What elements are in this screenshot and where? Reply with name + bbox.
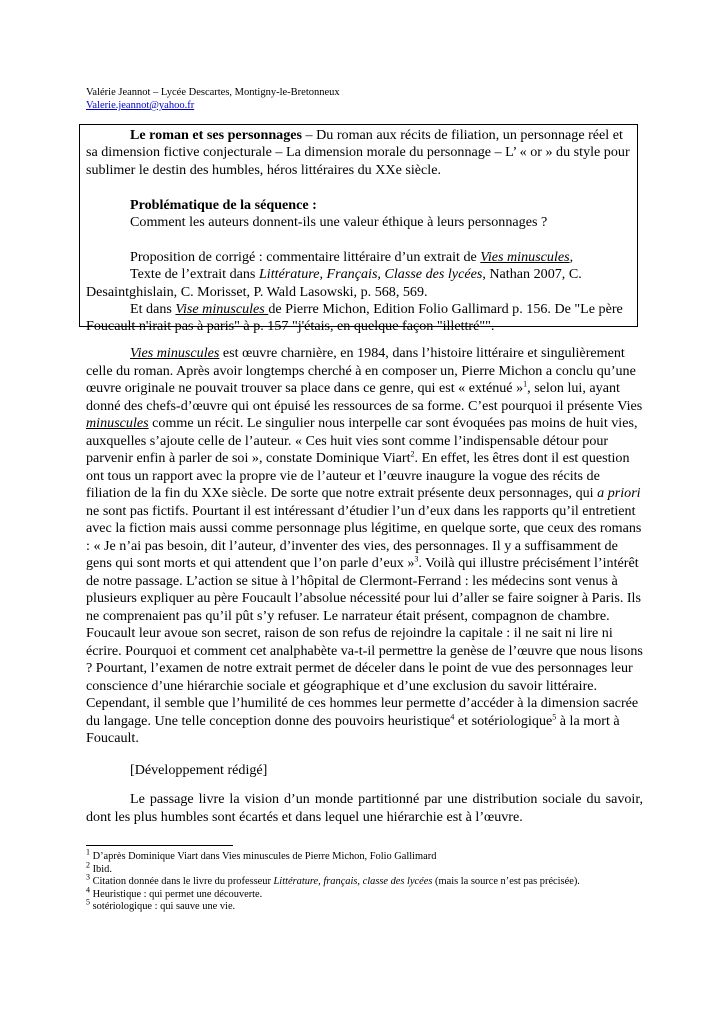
texte-source-line: Texte de l’extrait dans Littérature, Français, Classe des lycées, Nathan 2007, C. Desaintghislain, C. Morisset, P. Wald Lasowski, p. 568, 569. [86, 266, 582, 300]
book-title-2: Vise minuscules [175, 301, 269, 318]
textbook-title: Littérature, Français, Classe des lycées [258, 266, 483, 283]
author-line: Valérie Jeannot – Lycée Descartes, Montigny-le-Bretonneux [86, 87, 340, 98]
footnote-5: $^5$ sotériologique : qui sauve une vie. [86, 897, 236, 913]
footnote-3: $^3$ Citation donnée dans le livre du professeur Littérature, français, classe des lycées (mais la source n’est pas précisée). [86, 872, 580, 888]
footnote-1: $^1$ D’après Dominique Viart dans Vies minuscules de Pierre Michon, Folio Gallimard [86, 847, 437, 862]
email-link[interactable]: Valerie.jeannot@yahoo.fr [86, 100, 195, 111]
footnote-ref-4: 4 [450, 711, 455, 721]
footnotes [86, 847, 636, 914]
footnote-2: $^2$ Ibid. [86, 860, 112, 875]
sequence-title-bold: Le roman et ses personnages [130, 127, 302, 143]
introduction-paragraph: Vies minuscules est œuvre charnière, en 1984, dans l’histoire littéraire et singulièrement celle du roman. Après avoir longtemps cherché à en composer un, Pierre Michon a conclu qu’une œuvre originale ne pouvait trouver sa place dans ce genre, qui est « exténué »$^1$, selon lui, ayant donné des chefs-d’œuvre qui ont épuisé les ressources de sa forme. C’est pourquoi il présente Vies minuscules comme un récit. Le singulier nous interpelle car sont évoquées pas moins de huit vies, auxquelles s’ajoute celle de l’auteur. « Ces huit vies sont comme l’indispensable détour pour parvenir enfin à parler de soi », constate Dominique Viart$^2$. En effet, les êtres dont il est question ont tous un rapport avec la propre vie de l’auteur et l’œuvre inaugure la vogue des récits de filiation de la fin du XXe siècle. De sorte que notre extrait présente deux personnages, qui a priori ne sont pas fictifs. Pourtant il est intéressant d’étudier l’un d’eux dans les rapports qu’il entretient avec la fiction mais aussi comme personnage plus légitime, en quelque sorte, que ceux des romans : « Je n’ai pas besoin, dit l’auteur, d’inventer des vies, des personnages. Il y a suffisamment de gens qui sont morts et qui attendent que l’on parle d’eux »$^3$. Voilà qui illustre précisément l’intérêt de notre passage. L’action se situe à l’hôpital de Clermont-Ferrand : les médecins sont venus à plusieurs expliquer au père Foucault l’absolue nécessité pour lui d’aller se faire soigner à Paris. Ils ne comprenaient pas qu’il pût s’y refuser. Le narrateur était présent, compagnon de chambre. Foucault leur avoue son secret, raison de son refus de rejoindre la capitale : il ne sait ni lire ni écrire. Pourquoi et comment cet analphabète va-t-il permettre la genèse de l’œuvre que nous lisons ? Pourtant, l’examen de notre extrait permet de déceler dans le point de vue des personnages leur conscience d’une hiérarchie sociale et géographique et d’une exclusion du savoir littéraire. Cependant, il semble que l’humilité de ces hommes leur permette d’accéder à la dimension sacrée du langage. Une telle conception donne des pouvoirs heuristique$^4$ et sotériologique$^5$ à la mort à Foucault. [86, 345, 643, 746]
footnote-4: $^4$ Heuristique : qui permet une découverte. [86, 885, 263, 900]
footnote-ref-5: 5 [552, 711, 557, 721]
proposition-line: Proposition de corrigé : commentaire littéraire d’un extrait de Vies minuscules, [130, 248, 574, 265]
footnote-ref-3: 3 [414, 554, 419, 564]
edition-line: Et dans Vise minuscules de Pierre Michon, Edition Folio Gallimard p. 156. De "Le père Foucault n'irait pas à paris" à p. 157 "j'étais, en quelque façon "illettré"". [86, 301, 623, 335]
problematique-text: Comment les auteurs donnent-ils une valeur éthique à leurs personnages ? [130, 214, 548, 231]
sequence-summary-box [79, 124, 638, 335]
development-heading: [Développement rédigé] [130, 761, 268, 778]
sequence-title-rest: – Du roman aux récits de filiation, un personnage réel et sa dimension fictive conjecturale – La dimension morale du personnage – L’ « or » du style pour sublimer le destin des humbles, héros littéraires du XXe siècle. [86, 127, 630, 178]
footnote-ref-2: 2 [410, 449, 415, 459]
problematique-label: Problématique de la séquence : [130, 196, 317, 213]
sequence-title [86, 127, 631, 179]
page-header [86, 86, 340, 112]
footnote-ref-1: 1 [523, 379, 528, 389]
book-title: Vies minuscules [480, 248, 570, 265]
main-text [86, 345, 643, 826]
development-paragraph: Le passage livre la vision d’un monde partitionné par une distribution sociale du savoir, dont les plus humbles sont écartés et dans lequel une hiérarchie est à l’œuvre. [86, 791, 643, 825]
footnote-separator [86, 845, 233, 846]
